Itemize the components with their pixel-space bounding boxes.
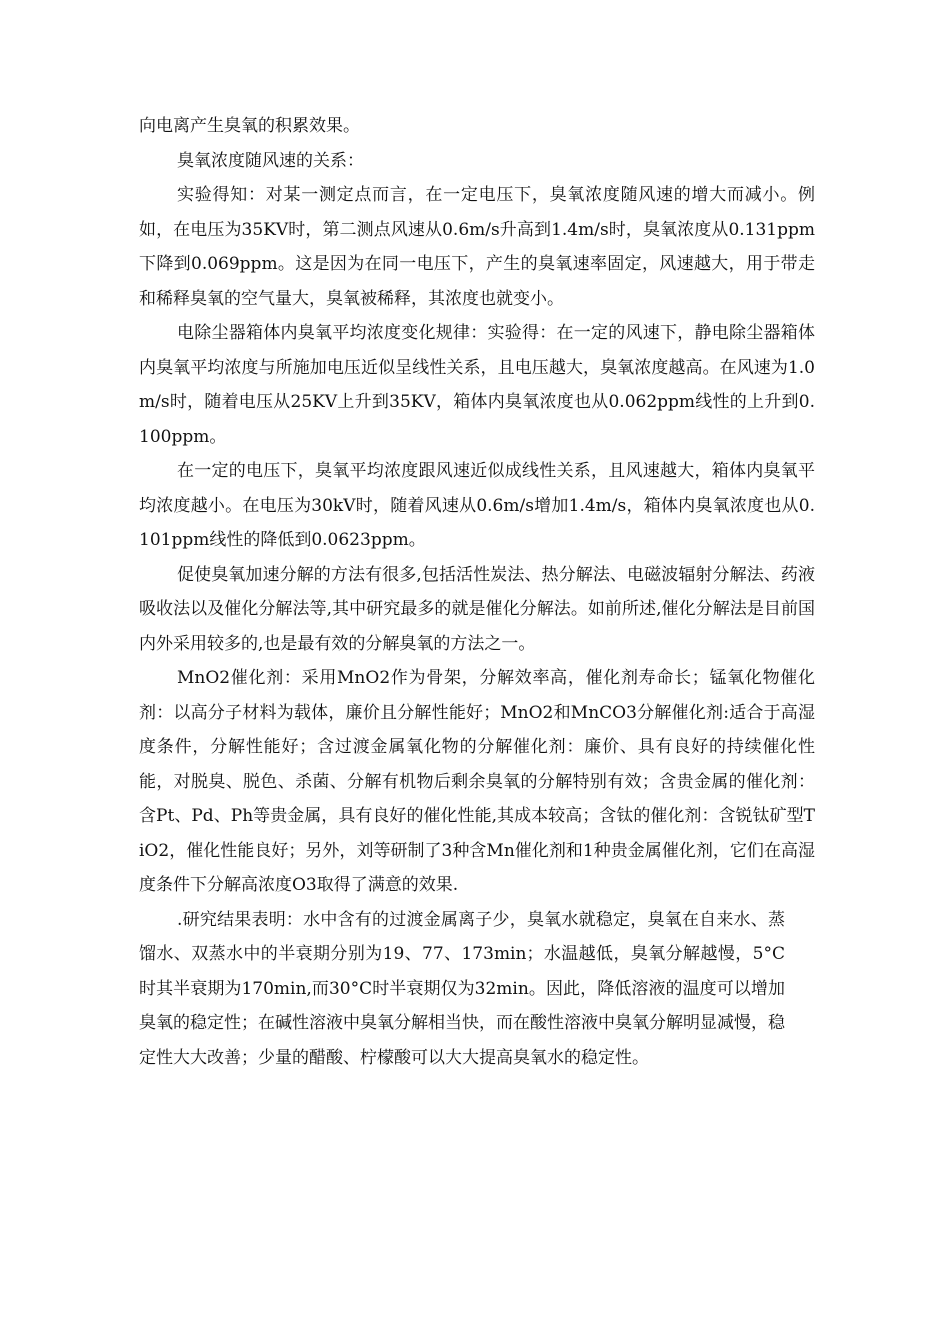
section-heading-ozone-vs-wind-speed: 臭氧浓度随风速的关系： [177, 150, 364, 171]
paragraph-voltage-wind-linear: 在一定的电压下，臭氧平均浓度跟风速近似成线性关系，且风速越大，箱体内臭氧平均浓度越小。在电压为30kV时，随着风速从0.6m/s增加1.4m/s，箱体内臭氧浓度也从0.101ppm线性的降低到0.0623ppm。 [139, 461, 815, 550]
paragraph-catalysts: MnO2催化剂：采用MnO2作为骨架，分解效率高，催化剂寿命长；锰氧化物催化剂：以高分子材料为载体，廉价且分解性能好；MnO2和MnCO3分解催化剂:适合于高湿度条件，分解性能好；含过渡金属氧化物的分解催化剂：廉价、具有良好的持续催化性能，对脱臭、脱色、杀菌、分解有机物后剩余臭氧的分解特别有效；含贵金属的催化剂：含Pt、Pd、Ph等贵金属，具有良好的催化性能,其成本较高；含钛的催化剂：含锐钛矿型TiO2，催化性能良好；另外，刘等研制了3种含Mn催化剂和1种贵金属催化剂，它们在高湿度条件下分解高浓度O3取得了满意的效果. [139, 668, 815, 895]
paragraph-experiment-wind-speed: 实验得知：对某一测定点而言，在一定电压下，臭氧浓度随风速的增大而减小。例如，在电压为35KV时，第二测点风速从0.6m/s升高到1.4m/s时，臭氧浓度从0.131ppm下降到0.069ppm。这是因为在同一电压下，产生的臭氧速率固定，风速越大，用于带走和稀释臭氧的空气量大，臭氧被稀释，其浓度也就变小。 [139, 185, 815, 309]
paragraph-ozone-water-stability: .研究结果表明：水中含有的过渡金属离子少，臭氧水就稳定，臭氧在自来水、蒸馏水、双蒸水中的半衰期分别为19、77、173min；水温越低，臭氧分解越慢，5°C时其半衰期为170min,而30°C时半衰期仅为32min。因此，降低溶液的温度可以增加臭氧的稳定性；在碱性溶液中臭氧分解相当快，而在酸性溶液中臭氧分解明显减慢，稳定性大大改善；少量的醋酸、柠檬酸可以大大提高臭氧水的稳定性。 [139, 909, 785, 1068]
paragraph-continuation: 向电离产生臭氧的积累效果。 [139, 116, 360, 136]
paragraph-precipitator-voltage: 电除尘器箱体内臭氧平均浓度变化规律：实验得：在一定的风速下，静电除尘器箱体内臭氧平均浓度与所施加电压近似呈线性关系，且电压越大，臭氧浓度越高。在风速为1.0m/s时，随着电压从25KV上升到35KV，箱体内臭氧浓度也从0.062ppm线性的上升到0.100ppm。 [139, 323, 815, 447]
document-body [139, 109, 815, 1075]
paragraph-decomposition-methods: 促使臭氧加速分解的方法有很多,包括活性炭法、热分解法、电磁波辐射分解法、药液吸收法以及催化分解法等,其中研究最多的就是催化分解法。如前所述,催化分解法是目前国内外采用较多的,也是最有效的分解臭氧的方法之一。 [139, 564, 815, 654]
